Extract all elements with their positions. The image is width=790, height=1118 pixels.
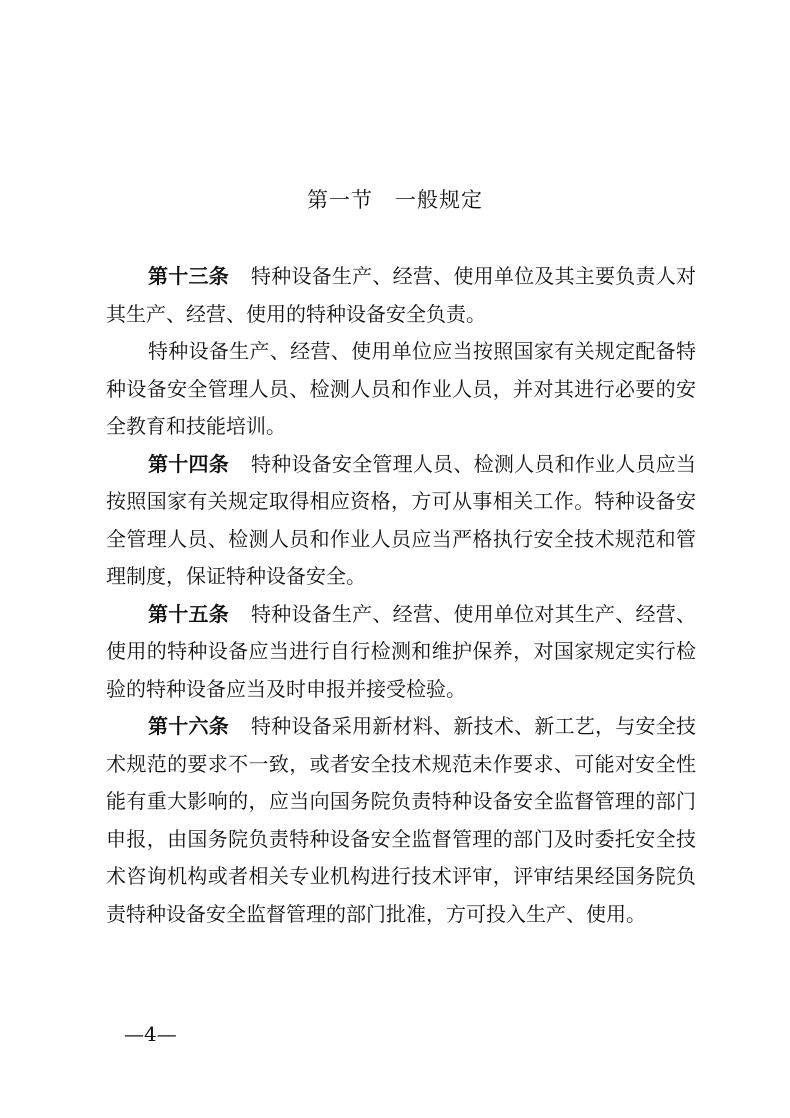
article-number: 第十六条 <box>148 714 229 738</box>
article-13-paragraph-1 <box>106 258 696 333</box>
article-text: 特种设备采用新材料、新技术、新工艺，与安全技术规范的要求不一致，或者安全技术规范未作要求、可能对安全性能有重大影响的，应当向国务院负责特种设备安全监督管理的部门申报，由国务院负责特种设备安全监督管理的部门及时委托安全技术咨询机构或者相关专业机构进行技术评审，评审结果经国务院负责特种设备安全监督管理的部门批准，方可投入生产、使用。 <box>106 714 697 926</box>
article-text: 特种设备生产、经营、使用单位及其主要负责人对其生产、经营、使用的特种设备安全负责。 <box>106 264 697 326</box>
article-number: 第十四条 <box>148 451 229 476</box>
article-text: 特种设备生产、经营、使用单位对其生产、经营、使用的特种设备应当进行自行检测和维护保养，对国家规定实行检验的特种设备应当及时申报并接受检验。 <box>106 601 697 701</box>
document-body <box>106 258 696 933</box>
article-13-paragraph-2 <box>106 333 696 446</box>
article-number: 第十三条 <box>148 264 229 288</box>
page-number: —4— <box>124 1022 177 1046</box>
article-text: 特种设备安全管理人员、检测人员和作业人员应当按照国家有关规定取得相应资格，方可从事相关工作。特种设备安全管理人员、检测人员和作业人员应当严格执行安全技术规范和管理制度，保证特种设备安全。 <box>106 451 697 588</box>
article-16-paragraph-1 <box>106 708 696 933</box>
article-text: 特种设备生产、经营、使用单位应当按照国家有关规定配备特种设备安全管理人员、检测人员和作业人员，并对其进行必要的安全教育和技能培训。 <box>106 339 696 438</box>
article-15-paragraph-1 <box>106 596 696 709</box>
section-title: 第一节 一般规定 <box>307 188 483 212</box>
article-14-paragraph-1 <box>106 446 696 596</box>
article-number: 第十五条 <box>148 601 229 626</box>
